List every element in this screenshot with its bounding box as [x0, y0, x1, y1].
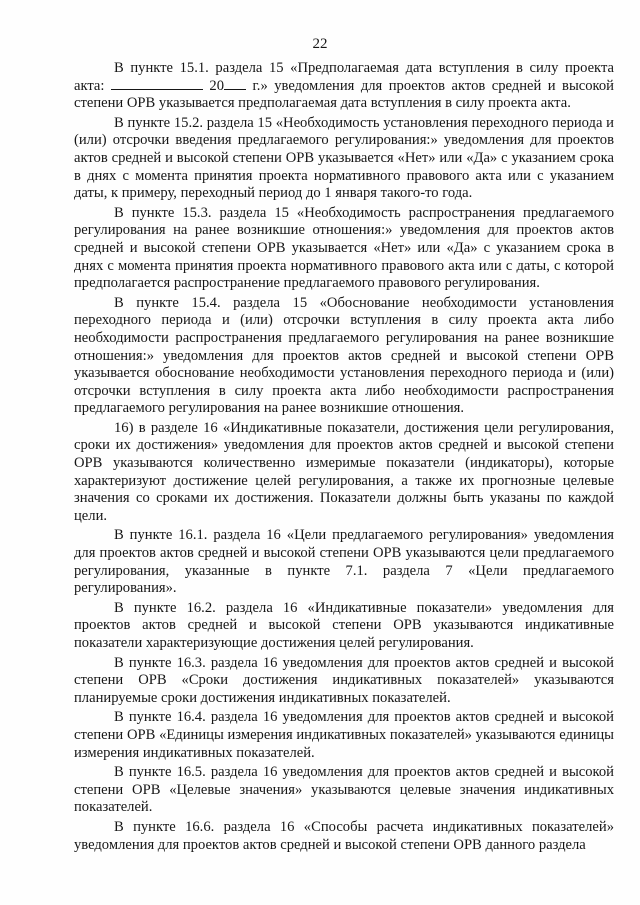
paragraph-16-4: В пункте 16.4. раздела 16 уведомления для проектов актов средней и высокой степени ОРВ «Единицы измерения индикативных показателей» указываются единицы измерения индикативных показателей. [74, 709, 614, 761]
paragraph-text: В пункте 15.1. раздела 15 «Предполагаемая дата вступления в силу проекта акта: [74, 60, 614, 94]
paragraph-text: 20 [202, 77, 224, 94]
paragraph-16: 16) в разделе 16 «Индикативные показатели, достижения цели регулирования, сроки их достижения» уведомления для проектов актов средней и высокой степени ОРВ указываются количественно измеримые показатели (индикаторы), которые характеризуют достижение целей регулирования, а также их прогнозные целевые значения со сроками их достижения. Показатели должны быть указаны по каждой цели. [74, 419, 614, 524]
paragraph-16-2: В пункте 16.2. раздела 16 «Индикативные показатели» уведомления для проектов актов средней и высокой степени ОРВ указываются индикативные показатели характеризующие достижения целей регулирования. [74, 599, 614, 651]
paragraph-16-3: В пункте 16.3. раздела 16 уведомления для проектов актов средней и высокой степени ОРВ «Сроки достижения индикативных показателей» указываются планируемые сроки достижения индикативных показателей. [74, 654, 614, 706]
paragraph-16-5: В пункте 16.5. раздела 16 уведомления для проектов актов средней и высокой степени ОРВ «Целевые значения» указываются целевые значения индикативных показателей. [74, 764, 614, 816]
document-body [74, 60, 614, 856]
paragraph-16-6: В пункте 16.6. раздела 16 «Способы расчета индикативных показателей» уведомления для проектов актов средней и высокой степени ОРВ данного раздела [74, 818, 614, 853]
paragraph-text: г.» уведомления для проектов актов средней и высокой степени ОРВ указывается предполагаемая дата вступления в силу проекта акта. [74, 77, 614, 112]
paragraph-16-1: В пункте 16.1. раздела 16 «Цели предлагаемого регулирования» уведомления для проектов актов средней и высокой степени ОРВ указываются цели предлагаемого регулирования, указанные в пункте 7.1. раздела 7 «Цели предлагаемого регулирования». [74, 527, 614, 597]
year-blank-line [224, 78, 246, 90]
page-number: 22 [312, 36, 328, 52]
paragraph-15-2: В пункте 15.2. раздела 15 «Необходимость установления переходного периода и (или) отсрочки введения предлагаемого регулирования:» уведомления для проектов актов средней и высокой степени ОРВ указывается «Нет» или «Да» с указанием срока в днях с момента принятия проекта нормативного правового акта или с указанием даты, к примеру, переходный период до 1 января такого-то года. [74, 114, 614, 202]
paragraph-15-4: В пункте 15.4. раздела 15 «Обоснование необходимости установления переходного периода и (или) отсрочки вступления в силу проекта акта либо необходимости распространения предлагаемого регулирования на ранее возникшие отношения:» уведомления для проектов актов средней и высокой степени ОРВ указывается обоснование необходимости установления переходного периода и (или) отсрочки вступления в силу проекта акта либо необходимости распространения предлагаемого регулирования на ранее возникшие отношения. [74, 294, 614, 417]
paragraph-15-1 [74, 60, 614, 113]
date-blank-line [111, 78, 203, 90]
paragraph-15-3: В пункте 15.3. раздела 15 «Необходимость распространения предлагаемого регулирования на ранее возникшие отношения:» уведомления для проектов актов средней и высокой степени ОРВ указывается «Нет» или «Да» с указанием срока в днях с момента принятия проекта нормативного правового акта или с даты, с которой предполагается распространение предлагаемого правового регулирования. [74, 204, 614, 292]
